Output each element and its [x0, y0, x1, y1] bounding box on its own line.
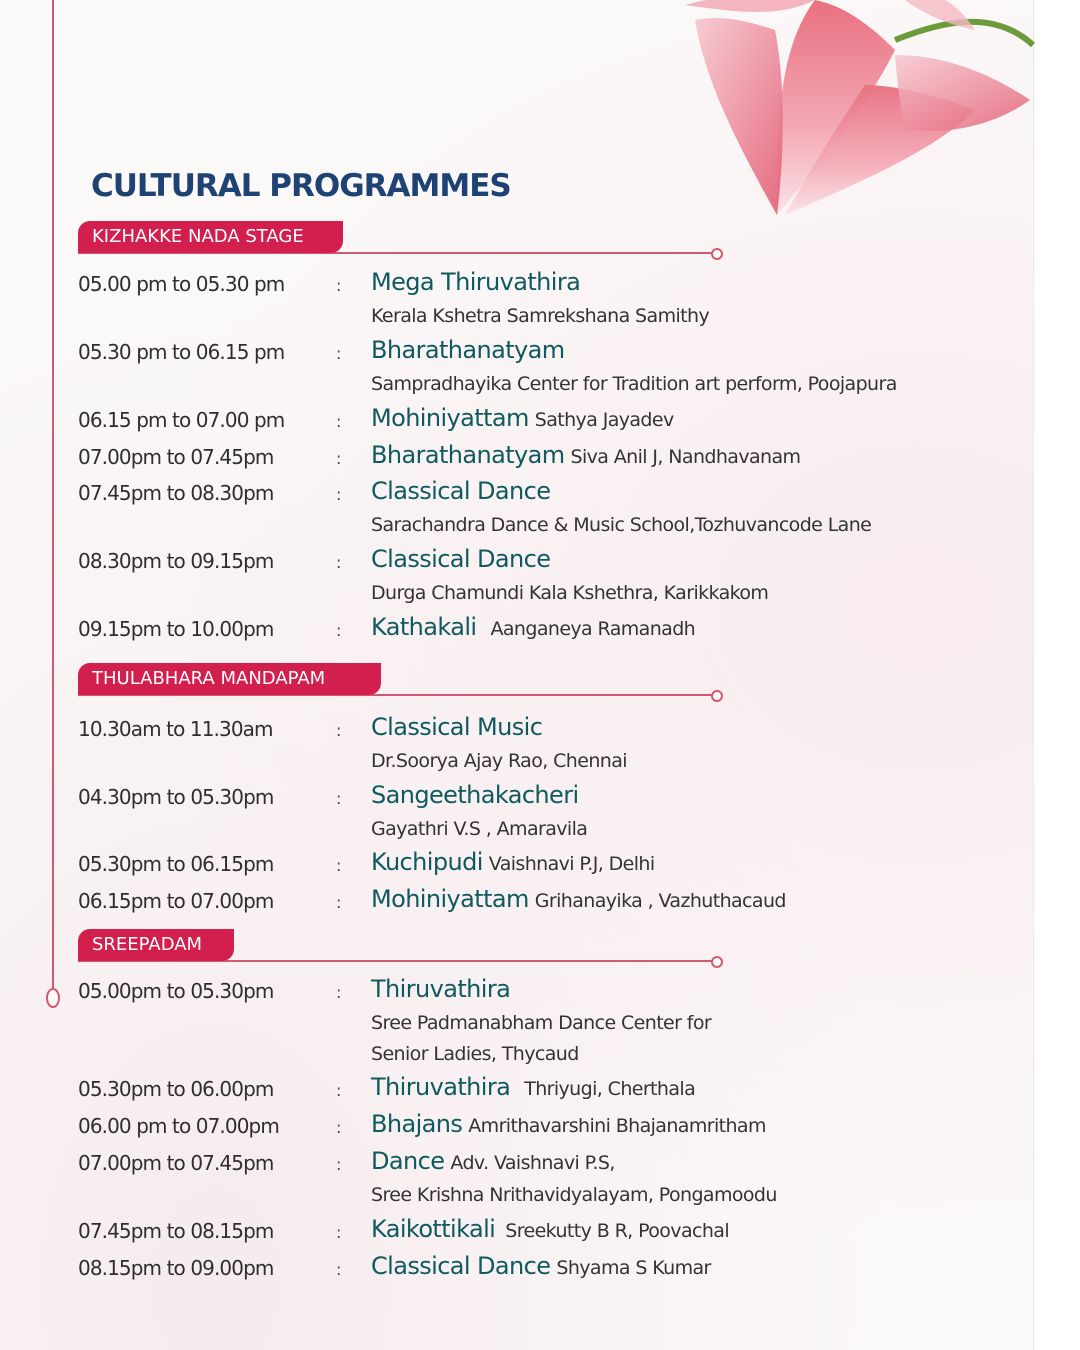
programme-detail: Dr.Soorya Ajay Rao, Chennai	[371, 750, 627, 772]
programme	[371, 975, 510, 1003]
performer: Aanganeya Ramanadh	[490, 618, 696, 640]
programme	[371, 613, 695, 641]
performer: Sreekutty B R, Poovachal	[505, 1220, 729, 1242]
programme-name: Mohiniyattam	[371, 885, 529, 913]
performer: Thriyugi, Cherthala	[524, 1078, 696, 1100]
programme	[371, 477, 550, 505]
programme-detail: Kerala Kshetra Samrekshana Samithy	[371, 305, 710, 327]
programme-detail: Gayathri V.S , Amaravila	[371, 818, 588, 840]
programme-name: Kaikottikali	[371, 1215, 496, 1243]
schedule-time: 05.30pm to 06.15pm	[78, 852, 274, 876]
programme-name: Mohiniyattam	[371, 404, 529, 432]
programme-detail: Durga Chamundi Kala Kshethra, Karikkakom	[371, 582, 769, 604]
decorative-vertical-line	[52, 0, 54, 990]
programme-detail: Sampradhayika Center for Tradition art perform, Poojapura	[371, 373, 897, 395]
schedule-time: 10.30am to 11.30am	[78, 717, 273, 741]
decorative-knob-icon	[46, 988, 60, 1008]
schedule-time: 08.30pm to 09.15pm	[78, 549, 274, 573]
programme	[371, 1110, 766, 1138]
divider-knob-icon	[711, 956, 723, 968]
programme-name: Kuchipudi	[371, 848, 483, 876]
schedule-time: 06.15 pm to 07.00 pm	[78, 408, 285, 432]
programme-name: Classical Dance	[371, 1252, 551, 1280]
divider-knob-icon	[711, 690, 723, 702]
programme-name: Classical Dance	[371, 545, 551, 573]
programme-name: Mega Thiruvathira	[371, 268, 581, 296]
separator: :	[336, 1223, 342, 1242]
stage-label: KIZHAKKE NADA STAGE	[78, 221, 343, 253]
separator: :	[336, 1118, 342, 1137]
stage-header-kizhakke-nada	[78, 221, 723, 257]
separator: :	[336, 344, 342, 363]
schedule-time: 04.30pm to 05.30pm	[78, 785, 274, 809]
programme-name: Bhajans	[371, 1110, 463, 1138]
separator: :	[336, 893, 342, 912]
programme	[371, 1252, 711, 1280]
stage-header-sreepadam	[78, 929, 723, 965]
separator: :	[336, 1155, 342, 1174]
stage-label: THULABHARA MANDAPAM	[78, 663, 381, 695]
performer: Shyama S Kumar	[556, 1257, 711, 1279]
programme	[371, 1147, 615, 1175]
separator: :	[336, 1081, 342, 1100]
schedule-time: 08.15pm to 09.00pm	[78, 1256, 274, 1280]
programme	[371, 404, 674, 432]
separator: :	[336, 553, 342, 572]
separator: :	[336, 449, 342, 468]
performer: Grihanayika , Vazhuthacaud	[534, 890, 786, 912]
programme	[371, 268, 580, 296]
programme	[371, 1215, 729, 1243]
programme-detail: Sarachandra Dance & Music School,Tozhuvancode Lane	[371, 514, 872, 536]
performer: Amrithavarshini Bhajanamritham	[468, 1115, 766, 1137]
performer: Sathya Jayadev	[534, 409, 674, 431]
programme-name: Classical Music	[371, 713, 543, 741]
separator: :	[336, 1260, 342, 1279]
schedule-time: 07.45pm to 08.30pm	[78, 481, 274, 505]
schedule-time: 05.30pm to 06.00pm	[78, 1077, 274, 1101]
separator: :	[336, 412, 342, 431]
programme	[371, 781, 579, 809]
programme	[371, 885, 786, 913]
programme	[371, 1073, 695, 1101]
programme-detail: Sree Krishna Nrithavidyalayam, Pongamoodu	[371, 1184, 777, 1206]
programme	[371, 441, 800, 469]
programme-name: Thiruvathira	[371, 1073, 511, 1101]
schedule-time: 09.15pm to 10.00pm	[78, 617, 274, 641]
performer: Adv. Vaishnavi P.S,	[450, 1152, 615, 1174]
programme-name: Classical Dance	[371, 477, 551, 505]
schedule-time: 06.15pm to 07.00pm	[78, 889, 274, 913]
separator: :	[336, 789, 342, 808]
stage-header-thulabhara-mandapam	[78, 663, 723, 699]
programme-name: Kathakali	[371, 613, 477, 641]
stage-label: SREEPADAM	[78, 929, 234, 961]
programme	[371, 713, 542, 741]
separator: :	[336, 721, 342, 740]
programme-name: Thiruvathira	[371, 975, 511, 1003]
separator: :	[336, 485, 342, 504]
separator: :	[336, 983, 342, 1002]
schedule-time: 07.00pm to 07.45pm	[78, 1151, 274, 1175]
programme	[371, 336, 565, 364]
programme-name: Dance	[371, 1147, 445, 1175]
separator: :	[336, 276, 342, 295]
schedule-time: 06.00 pm to 07.00pm	[78, 1114, 279, 1138]
programme-detail: Senior Ladies, Thycaud	[371, 1043, 579, 1065]
programme-detail: Sree Padmanabham Dance Center for	[371, 1012, 712, 1034]
schedule-time: 05.30 pm to 06.15 pm	[78, 340, 285, 364]
schedule-time: 05.00pm to 05.30pm	[78, 979, 274, 1003]
schedule-time: 05.00 pm to 05.30 pm	[78, 272, 285, 296]
programme	[371, 545, 550, 573]
lotus-flower-icon	[665, 0, 1045, 225]
programme-name: Bharathanatyam	[371, 441, 565, 469]
divider-knob-icon	[711, 248, 723, 260]
performer: Siva Anil J, Nandhavanam	[570, 446, 801, 468]
performer: Vaishnavi P.J, Delhi	[488, 853, 655, 875]
separator: :	[336, 621, 342, 640]
programme-name: Sangeethakacheri	[371, 781, 579, 809]
schedule-time: 07.45pm to 08.15pm	[78, 1219, 274, 1243]
schedule-time: 07.00pm to 07.45pm	[78, 445, 274, 469]
programme-name: Bharathanatyam	[371, 336, 565, 364]
programme	[371, 848, 655, 876]
separator: :	[336, 856, 342, 875]
page-title: CULTURAL PROGRAMMES	[91, 168, 511, 204]
